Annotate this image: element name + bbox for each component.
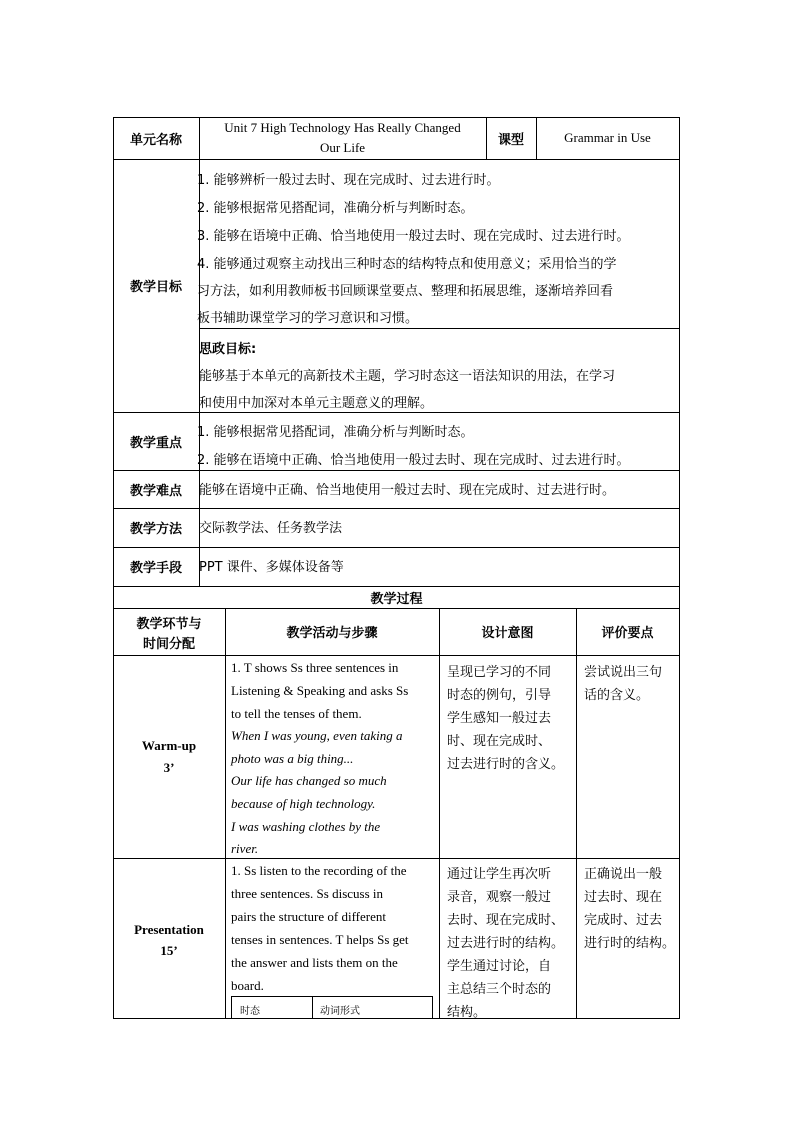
- sizheng-line: 能够基于本单元的高新技术主题，学习时态这一语法知识的用法，在学习: [199, 369, 616, 384]
- presentation-evaluation-line: 过去时、现在: [584, 890, 663, 905]
- means-label: 教学手段: [129, 561, 182, 576]
- col-design-header: 设计意图: [481, 626, 534, 641]
- type-label: 课型: [497, 132, 524, 148]
- methods-label: 教学方法: [129, 522, 182, 537]
- presentation-evaluation-line: 进行时的结构。: [584, 936, 676, 951]
- sub-table-tense-header: 时态: [240, 1006, 260, 1017]
- presentation-design-line: 通过让学生再次听: [447, 867, 552, 882]
- objectives-label: 教学目标: [129, 280, 182, 295]
- warmup-stage: Warm-up: [141, 738, 197, 753]
- warmup-design-line: 呈现已学习的不同: [447, 665, 552, 680]
- warmup-design-line: 过去进行时的含义。: [447, 757, 565, 772]
- warmup-design-line: 时态的例句，引导: [447, 688, 552, 703]
- key-point-item: 1. 能够根据常见搭配词，准确分析与判断时态。: [197, 425, 474, 440]
- rule: [113, 1018, 680, 1019]
- process-title: 教学过程: [370, 591, 423, 607]
- presentation-design-line: 结构。: [447, 1005, 487, 1020]
- rule: [199, 328, 680, 329]
- difficulty-label: 教学难点: [129, 483, 182, 499]
- warmup-example-line: because of high technology.: [231, 796, 376, 811]
- lesson-plan-table: [113, 117, 680, 1019]
- objective-item: 1. 能够辨析一般过去时、现在完成时、过去进行时。: [197, 173, 500, 188]
- difficulty-text: 能够在语境中正确、恰当地使用一般过去时、现在完成时、过去进行时。: [199, 483, 616, 498]
- presentation-activity-line: 1. Ss listen to the recording of the: [231, 863, 407, 878]
- unit-title-line2: Our Life: [319, 140, 366, 155]
- warmup-time: 3’: [163, 760, 175, 775]
- warmup-example-line: When I was young, even taking a: [231, 728, 403, 743]
- rule: [312, 997, 313, 1019]
- unit-label: 单元名称: [129, 132, 182, 148]
- objective-item: 板书辅助课堂学习的学习意识和习惯。: [197, 311, 419, 326]
- warmup-example-line: Our life has changed so much: [231, 773, 387, 788]
- presentation-evaluation-line: 完成时、过去: [584, 913, 663, 928]
- rule: [439, 608, 440, 1019]
- warmup-example-line: photo was a big thing...: [231, 751, 354, 766]
- presentation-evaluation-line: 正确说出一般: [584, 867, 663, 882]
- objective-item: 4. 能够通过观察主动找出三种时态的结构特点和使用意义；采用恰当的学: [197, 257, 617, 272]
- tense-sub-table: [231, 996, 433, 1018]
- warmup-design-line: 时、现在完成时、: [447, 734, 552, 749]
- presentation-activity-line: the answer and lists them on the: [231, 955, 398, 970]
- type-value: Grammar in Use: [564, 130, 651, 145]
- objective-item: 习方法，如利用教师板书回顾课堂要点、整理和拓展思维，逐渐培养回看: [197, 284, 614, 299]
- presentation-stage: Presentation: [134, 922, 204, 937]
- presentation-design-line: 过去进行时的结构。: [447, 936, 565, 951]
- presentation-design-line: 主总结三个时态的: [447, 982, 552, 997]
- col-activity-header: 教学活动与步骤: [286, 626, 378, 641]
- warmup-evaluation-line: 话的含义。: [584, 688, 650, 703]
- rule: [113, 655, 680, 656]
- warmup-example-line: river.: [231, 841, 259, 856]
- col-stage-header-line2: 时间分配: [142, 637, 195, 652]
- key-points-label: 教学重点: [129, 435, 182, 451]
- warmup-design-line: 学生感知一般过去: [447, 711, 552, 726]
- presentation-time: 15’: [160, 943, 178, 958]
- presentation-activity-line: pairs the structure of different: [231, 909, 386, 924]
- rule: [679, 117, 680, 1019]
- sizheng-title: 思政目标:: [199, 342, 257, 357]
- rule: [225, 608, 226, 1019]
- unit-title-line1: Unit 7 High Technology Has Really Changed: [224, 120, 461, 135]
- col-evaluation-header: 评价要点: [601, 626, 654, 641]
- presentation-activity-line: three sentences. Ss discuss in: [231, 886, 384, 901]
- col-stage-header-line1: 教学环节与: [136, 617, 202, 632]
- objective-item: 3. 能够在语境中正确、恰当地使用一般过去时、现在完成时、过去进行时。: [197, 229, 630, 244]
- sub-table-verb-form-header: 动词形式: [320, 1006, 360, 1017]
- rule: [113, 858, 680, 859]
- objective-item: 2. 能够根据常见搭配词，准确分析与判断时态。: [197, 201, 474, 216]
- presentation-design-line: 去时、现在完成时、: [447, 913, 565, 928]
- presentation-design-line: 学生通过讨论，自: [447, 959, 552, 974]
- warmup-activity-line: Listening & Speaking and asks Ss: [231, 683, 409, 698]
- key-point-item: 2. 能够在语境中正确、恰当地使用一般过去时、现在完成时、过去进行时。: [197, 453, 630, 468]
- sizheng-line: 和使用中加深对本单元主题意义的理解。: [199, 396, 434, 411]
- presentation-activity-line: tenses in sentences. T helps Ss get: [231, 932, 409, 947]
- presentation-activity-line: board.: [231, 978, 264, 993]
- methods-text: 交际教学法、任务教学法: [199, 521, 343, 536]
- means-text: PPT 课件、多媒体设备等: [199, 560, 344, 575]
- rule: [576, 608, 577, 1019]
- warmup-evaluation-line: 尝试说出三句: [584, 665, 663, 680]
- warmup-activity-line: 1. T shows Ss three sentences in: [231, 660, 399, 675]
- warmup-activity-line: to tell the tenses of them.: [231, 706, 362, 721]
- presentation-design-line: 录音，观察一般过: [447, 890, 552, 905]
- warmup-example-line: I was washing clothes by the: [231, 819, 381, 834]
